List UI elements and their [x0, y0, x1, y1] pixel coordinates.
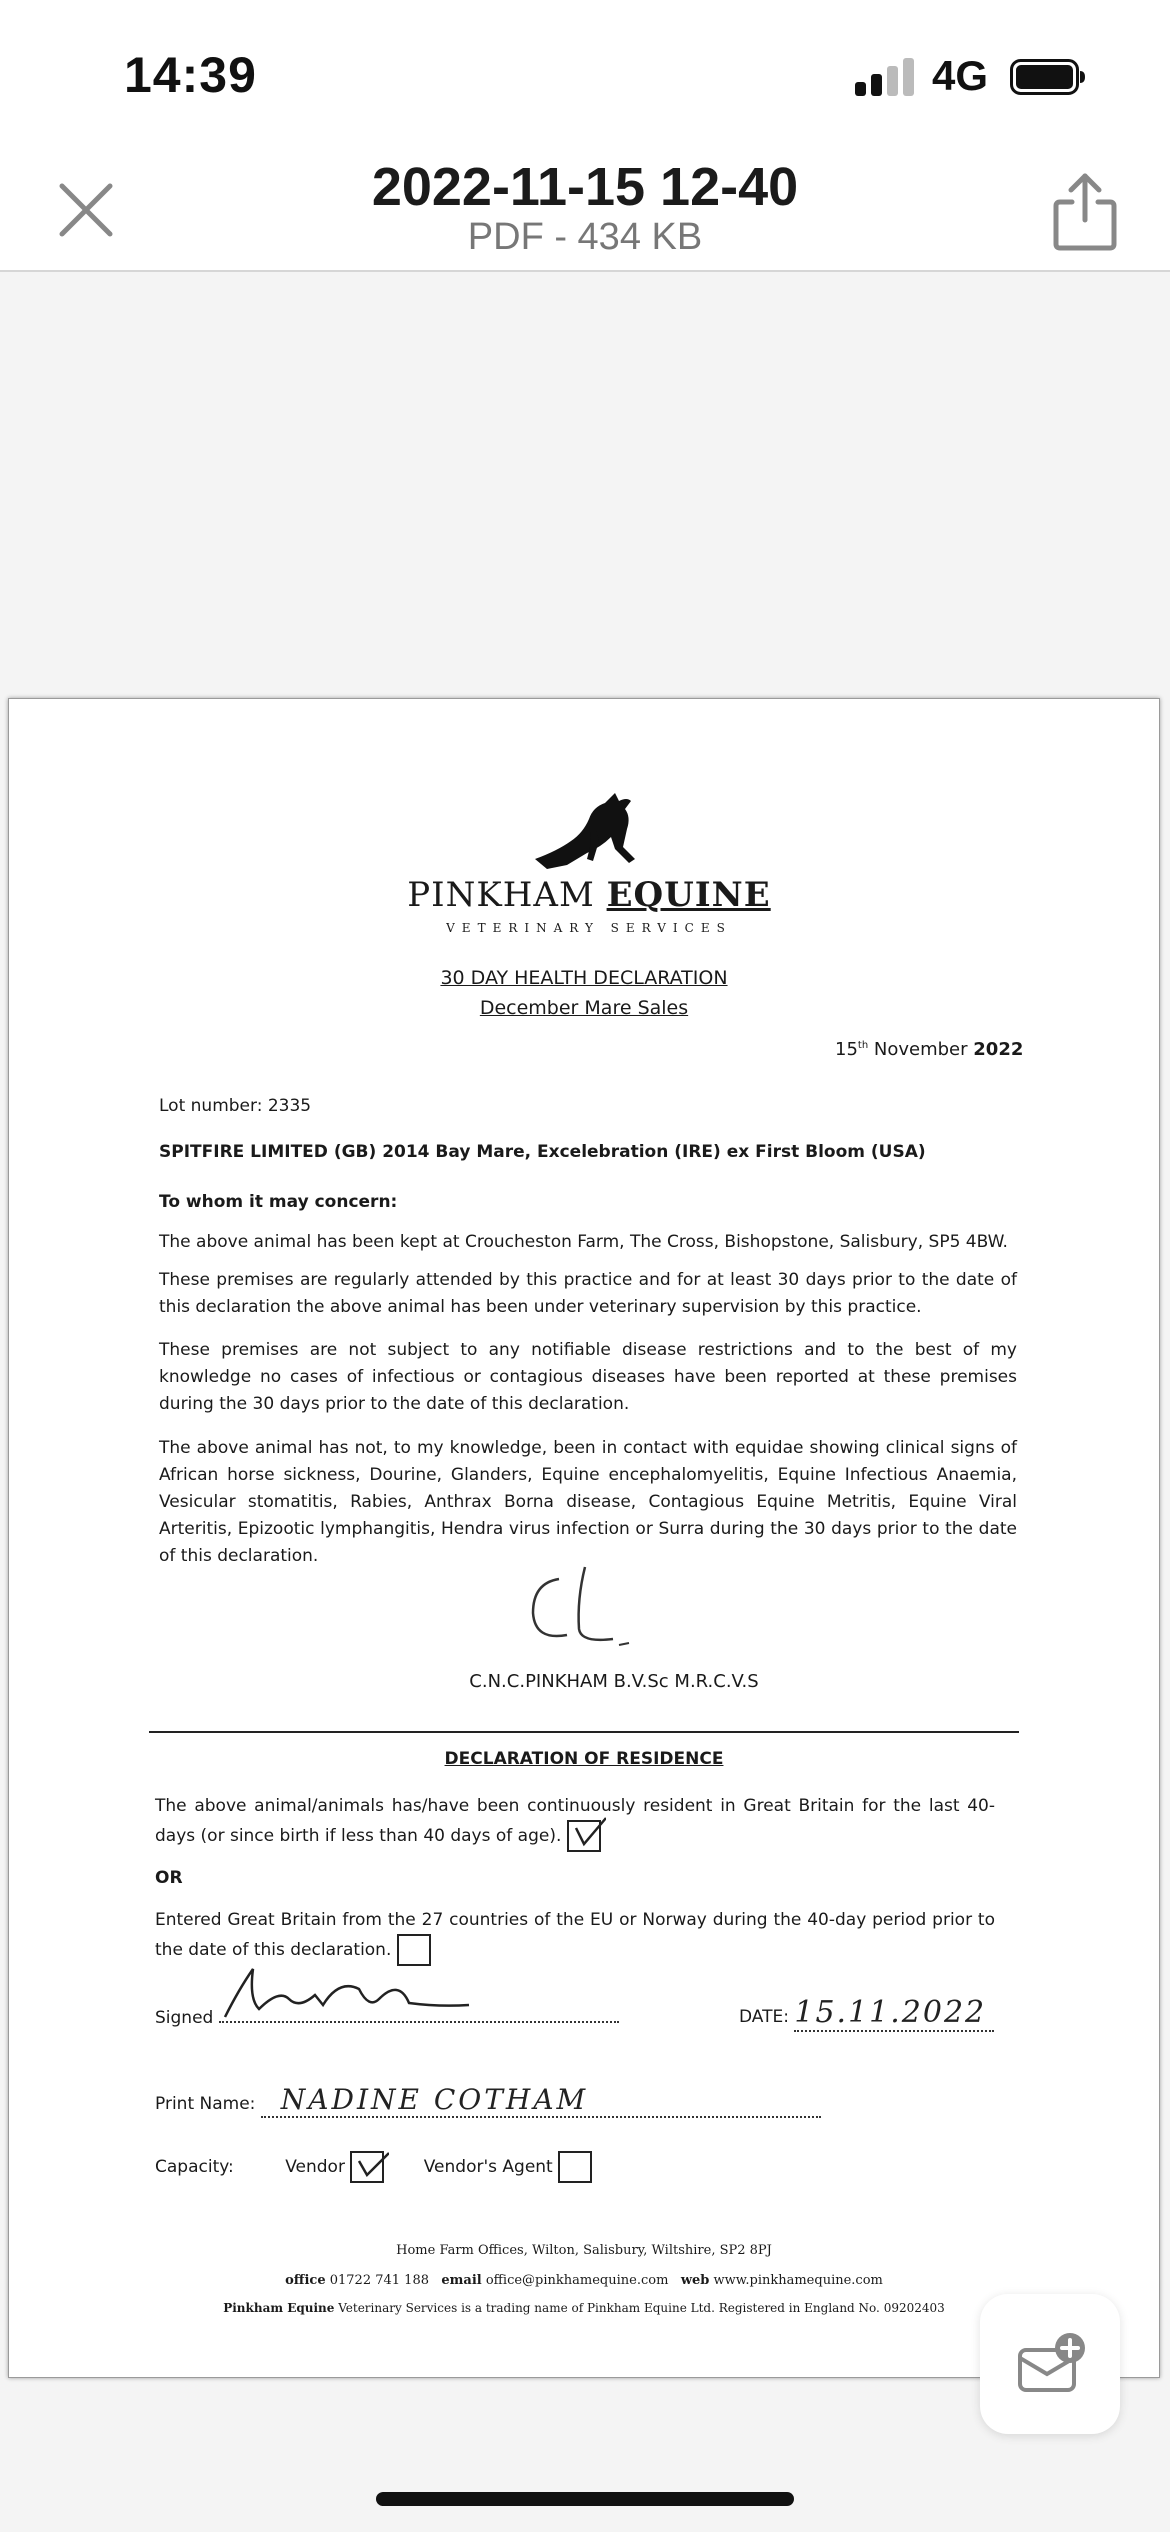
paragraph-contact: The above animal has not, to my knowledge, been in contact with equidae showing clinical signs of African horse sickness, Dourine, Glanders, Equine encephalomyelitis, Equine Infectious Anaemia, Vesicular stomatitis, Rabies, Anthrax Borna disease, Contagious Equine Metritis, Equine Viral Arteritis, Epizootic lymphangitis, Hendra virus infection or Surra during the 30 days prior to the date of this declaration.: [159, 1438, 1017, 1566]
capacity-label: Capacity:: [155, 2157, 234, 2177]
residence-option-1: The above animal/animals has/have been continuously resident in Great Britain for the last 40-days (or since birth if less than 40 days of age).: [155, 1793, 995, 1852]
print-name-row: [155, 2083, 821, 2118]
mail-add-icon: [1016, 2330, 1088, 2402]
horse-icon: [527, 789, 657, 873]
capacity-row: [155, 2151, 592, 2183]
network-type: 4G: [932, 52, 989, 99]
vendors-agent-checkbox[interactable]: [558, 2151, 592, 2183]
vendor-signature-scribble: [219, 1959, 479, 2023]
home-indicator[interactable]: [376, 2492, 794, 2506]
brand-tagline: VETERINARY SERVICES: [446, 921, 732, 935]
lot-number: Lot number: 2335: [159, 1096, 312, 1116]
share-icon[interactable]: [1050, 170, 1120, 252]
brand-name: PINKHAM EQUINE: [407, 875, 771, 915]
markup-button[interactable]: [980, 2294, 1120, 2434]
document-subtitle: PDF - 434 KB: [467, 216, 703, 258]
or-label: OR: [155, 1868, 183, 1888]
vendors-agent-label: Vendor's Agent: [423, 2157, 553, 2177]
salutation: To whom it may concern:: [159, 1192, 398, 1212]
vet-signature-scribble: [519, 1559, 669, 1659]
sale-heading: December Mare Sales: [479, 997, 689, 1019]
check-mark-icon: [572, 1814, 606, 1854]
footer-legal: Pinkham Equine Veterinary Services is a trading name of Pinkham Equine Ltd. Registered in England No. 09202403: [223, 2301, 945, 2315]
print-name-label: Print Name:: [155, 2094, 256, 2114]
signed-row: [155, 1999, 619, 2028]
signed-line: [219, 1999, 619, 2023]
declaration-date: 15th November 2022: [835, 1039, 1024, 1060]
document-header: [0, 150, 1170, 272]
footer-contacts: office 01722 741 188 email office@pinkhamequine.com web www.pinkhamequine.com: [285, 2273, 883, 2288]
date-value: 15.11.2022: [794, 1995, 994, 2032]
date-row: [739, 1995, 994, 2032]
declaration-heading: 30 DAY HEALTH DECLARATION: [440, 967, 728, 989]
check-mark-icon: [355, 2145, 389, 2185]
vet-signature-name: C.N.C.PINKHAM B.V.Sc M.R.C.V.S: [469, 1671, 759, 1692]
residence-option-2: Entered Great Britain from the 27 countries of the EU or Norway during the 40-day period prior to the date of this declaration.: [155, 1907, 995, 1966]
pdf-page: [8, 698, 1160, 2378]
horse-description: SPITFIRE LIMITED (GB) 2014 Bay Mare, Excelebration (IRE) ex First Bloom (USA): [159, 1142, 926, 1162]
status-time: 14:39: [124, 47, 257, 103]
pdf-viewer[interactable]: [0, 272, 1170, 2532]
status-bar: [0, 0, 1170, 150]
footer-address: Home Farm Offices, Wilton, Salisbury, Wiltshire, SP2 8PJ: [396, 2243, 772, 2258]
vendor-label: Vendor: [285, 2157, 345, 2177]
battery-icon: [1010, 59, 1086, 95]
cellular-signal-icon: [855, 58, 917, 96]
section-divider: [149, 1731, 1019, 1733]
brand-logo: [399, 789, 779, 935]
print-name-value: NADINE COTHAM: [261, 2083, 821, 2118]
residence-option-1-checkbox[interactable]: [567, 1820, 601, 1852]
document-title: 2022-11-15 12-40: [371, 157, 799, 217]
residence-title: DECLARATION OF RESIDENCE: [444, 1749, 724, 1769]
vendor-checkbox[interactable]: [350, 2151, 384, 2183]
signed-label: Signed: [155, 2008, 214, 2028]
date-label: DATE:: [739, 2007, 789, 2027]
paragraph-restrictions: These premises are not subject to any notifiable disease restrictions and to the best of my knowledge no cases of infectious or contagious diseases have been reported at these premises during the 30 days prior to the date of this declaration.: [159, 1340, 1017, 1414]
paragraph-premises: The above animal has been kept at Croucheston Farm, The Cross, Bishopstone, Salisbury, SP5 4BW.: [159, 1232, 1008, 1252]
paragraph-supervision: These premises are regularly attended by this practice and for at least 30 days prior to the date of this declaration the above animal has been under veterinary supervision by this practice.: [159, 1270, 1017, 1317]
